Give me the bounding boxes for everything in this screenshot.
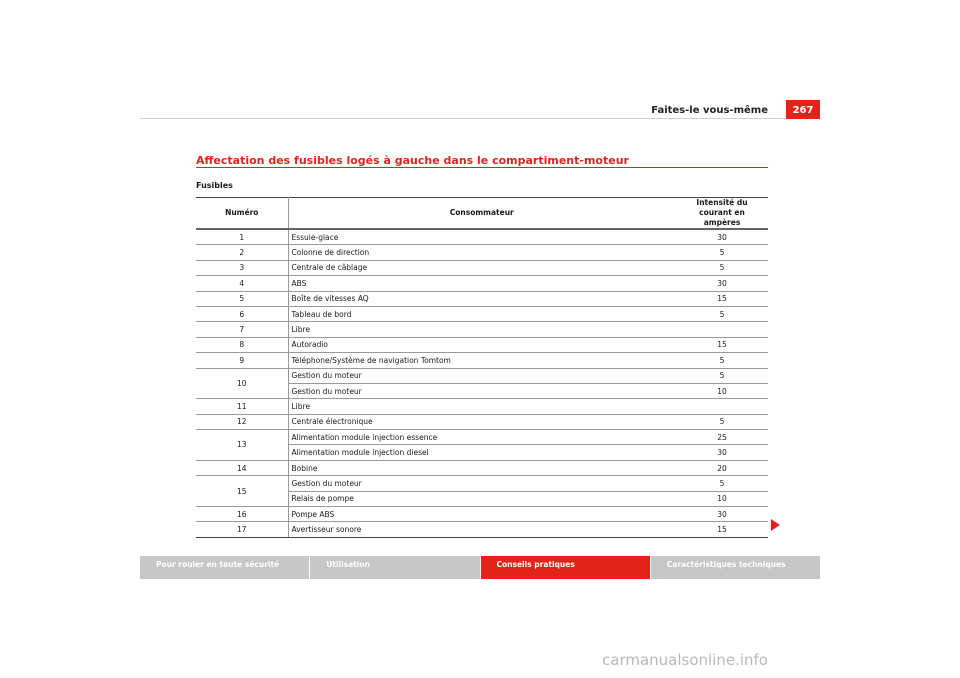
fuse-consumer: Avertisseur sonore [288, 522, 676, 537]
tab-technical-specs[interactable]: Caractéristiques techniques [651, 556, 820, 579]
fuse-table [196, 197, 768, 538]
fuse-number: 5 [196, 291, 288, 306]
fuse-consumer: Libre [288, 322, 676, 337]
fuse-amperage: 5 [676, 260, 768, 275]
table-header-row [196, 198, 768, 230]
table-row [196, 260, 768, 275]
table-row [196, 229, 768, 245]
table-row [196, 368, 768, 383]
fuse-amperage: 30 [676, 507, 768, 522]
fuse-amperage: 30 [676, 445, 768, 460]
section-rule [196, 167, 768, 168]
fuse-number: 2 [196, 245, 288, 260]
fuse-consumer: Libre [288, 399, 676, 414]
header-title: Faites-le vous-même [651, 105, 768, 116]
fuse-amperage: 5 [676, 368, 768, 383]
fuse-number: 9 [196, 353, 288, 368]
table-row [196, 460, 768, 475]
fuse-table-body [196, 229, 768, 537]
table-row [196, 522, 768, 537]
fuse-amperage: 15 [676, 291, 768, 306]
fuse-number: 11 [196, 399, 288, 414]
table-row [196, 337, 768, 352]
fuse-consumer: Tableau de bord [288, 306, 676, 321]
fuse-consumer: ABS [288, 276, 676, 291]
fuse-number: 6 [196, 306, 288, 321]
fuse-amperage: 25 [676, 430, 768, 445]
table-row [196, 507, 768, 522]
table-row [196, 353, 768, 368]
header-consumer: Consommateur [288, 198, 676, 230]
table-row [196, 430, 768, 445]
header-amperage: Intensité du courant en ampères [676, 198, 768, 230]
fuse-consumer: Essuie-glace [288, 229, 676, 245]
fuse-amperage: 5 [676, 476, 768, 491]
fuse-number: 1 [196, 229, 288, 245]
fuse-amperage: 15 [676, 522, 768, 537]
fuse-number: 14 [196, 460, 288, 475]
table-row [196, 245, 768, 260]
watermark: carmanualsonline.info [602, 651, 768, 669]
table-row [196, 306, 768, 321]
fuse-amperage: 10 [676, 491, 768, 506]
fuse-number: 15 [196, 476, 288, 507]
fuse-amperage: 30 [676, 229, 768, 245]
fuse-consumer: Centrale de câblage [288, 260, 676, 275]
header-rule [140, 118, 820, 119]
tab-operation[interactable]: Utilisation [310, 556, 479, 579]
fuse-number: 13 [196, 430, 288, 461]
fuse-consumer: Gestion du moteur [288, 476, 676, 491]
fuse-amperage [676, 399, 768, 414]
fuse-consumer: Colonne de direction [288, 245, 676, 260]
fuse-consumer: Autoradio [288, 337, 676, 352]
subheading: Fusibles [196, 181, 233, 190]
fuse-number: 12 [196, 414, 288, 429]
table-row [196, 476, 768, 491]
fuse-amperage: 15 [676, 337, 768, 352]
fuse-consumer: Alimentation module injection diesel [288, 445, 676, 460]
section-title: Affectation des fusibles logés à gauche dans le compartiment-moteur [196, 154, 629, 167]
table-row [196, 276, 768, 291]
fuse-consumer: Gestion du moteur [288, 383, 676, 398]
fuse-consumer: Bobine [288, 460, 676, 475]
fuse-consumer: Alimentation module injection essence [288, 430, 676, 445]
table-row [196, 414, 768, 429]
fuse-number: 7 [196, 322, 288, 337]
table-row [196, 322, 768, 337]
fuse-amperage [676, 322, 768, 337]
tab-safety[interactable]: Pour rouler en toute sécurité [140, 556, 309, 579]
arrow-right-icon[interactable] [771, 519, 780, 531]
fuse-number: 4 [196, 276, 288, 291]
tab-practical-tips[interactable]: Conseils pratiques [481, 556, 650, 579]
fuse-number: 3 [196, 260, 288, 275]
fuse-number: 8 [196, 337, 288, 352]
header-number: Numéro [196, 198, 288, 230]
table-row [196, 399, 768, 414]
fuse-amperage: 5 [676, 353, 768, 368]
fuse-number: 16 [196, 507, 288, 522]
footer-nav [140, 556, 820, 579]
fuse-amperage: 5 [676, 414, 768, 429]
fuse-number: 17 [196, 522, 288, 537]
fuse-number: 10 [196, 368, 288, 399]
fuse-amperage: 20 [676, 460, 768, 475]
page-number: 267 [786, 100, 820, 119]
fuse-amperage: 10 [676, 383, 768, 398]
fuse-consumer: Boîte de vitesses AQ [288, 291, 676, 306]
fuse-amperage: 5 [676, 245, 768, 260]
fuse-consumer: Pompe ABS [288, 507, 676, 522]
fuse-consumer: Centrale électronique [288, 414, 676, 429]
fuse-consumer: Relais de pompe [288, 491, 676, 506]
fuse-consumer: Téléphone/Système de navigation Tomtom [288, 353, 676, 368]
fuse-amperage: 30 [676, 276, 768, 291]
fuse-amperage: 5 [676, 306, 768, 321]
table-row [196, 291, 768, 306]
fuse-consumer: Gestion du moteur [288, 368, 676, 383]
